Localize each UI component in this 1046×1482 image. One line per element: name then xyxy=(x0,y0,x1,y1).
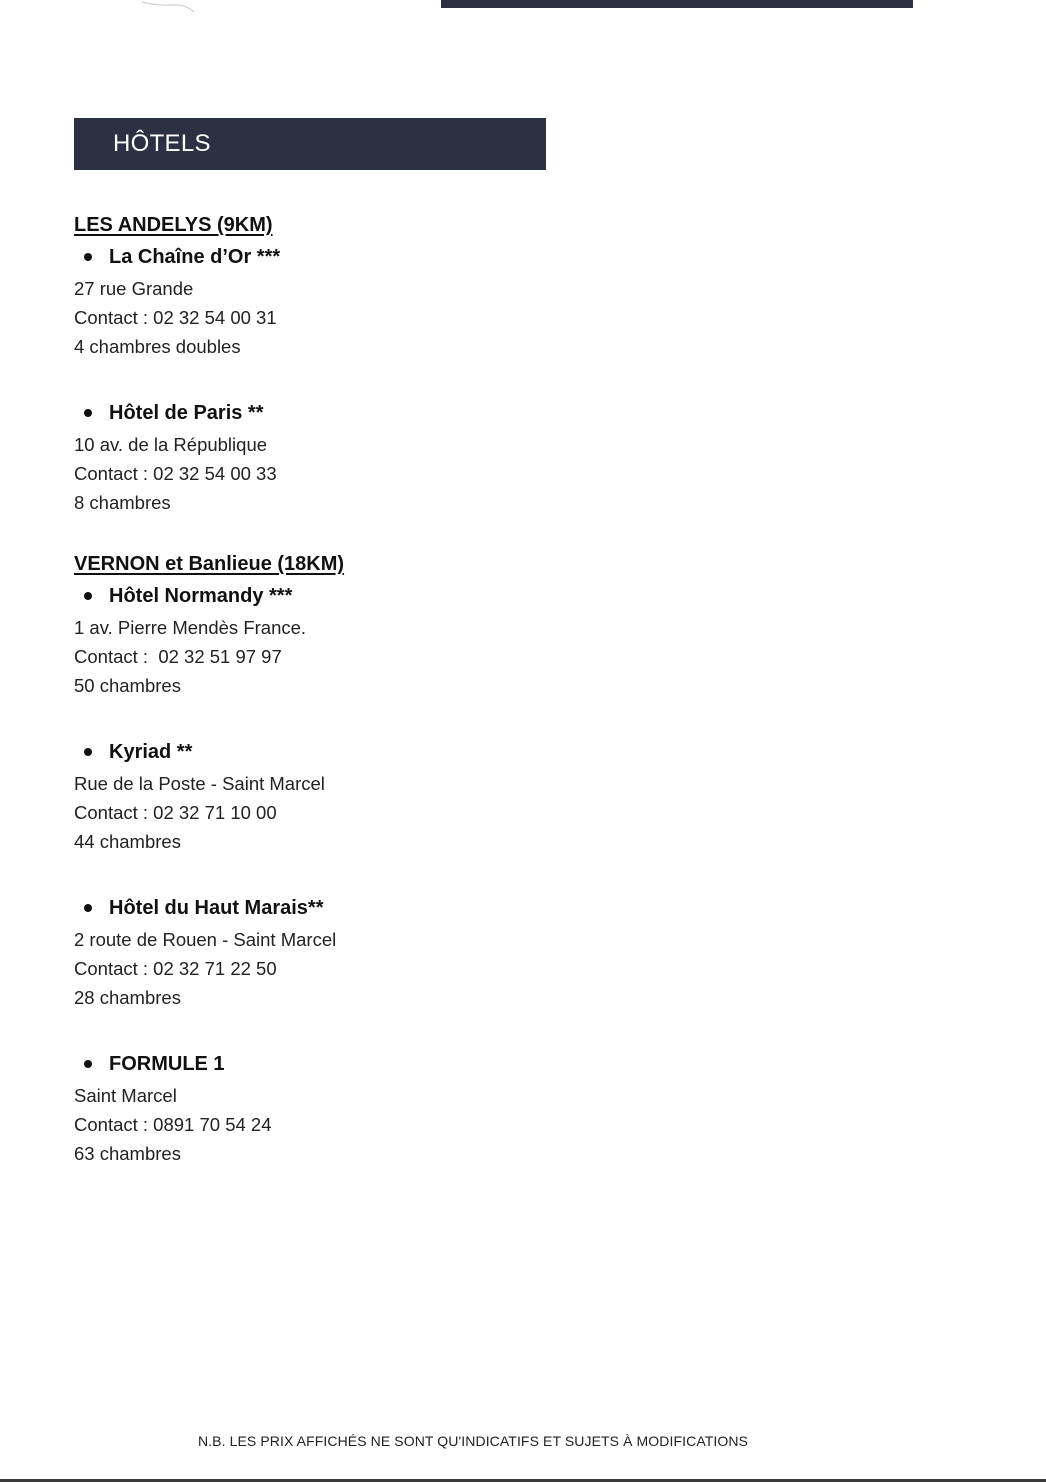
hotel-rooms: 63 chambres xyxy=(74,1143,181,1164)
hotel-name: Hôtel du Haut Marais** xyxy=(109,896,324,919)
hotel-name: FORMULE 1 xyxy=(109,1052,225,1075)
hotel-name: La Chaîne d’Or *** xyxy=(109,245,281,268)
hotel-entry xyxy=(74,240,774,361)
hotel-address: 10 av. de la République xyxy=(74,434,268,455)
bullet-icon xyxy=(84,592,92,600)
top-divider-bar xyxy=(441,0,913,8)
hotel-contact: Contact : 02 32 54 00 31 xyxy=(74,307,277,328)
hotel-contact: Contact : 02 32 71 22 50 xyxy=(74,958,277,979)
hotel-name-row xyxy=(74,735,774,769)
hotel-rooms: 4 chambres doubles xyxy=(74,336,241,357)
area-title: VERNON et Banlieue (18KM) xyxy=(74,553,345,575)
area-title: LES ANDELYS (9KM) xyxy=(74,214,273,236)
hotel-address: Saint Marcel xyxy=(74,1085,177,1106)
hotel-entry xyxy=(74,735,774,856)
section-title: HÔTELS xyxy=(113,130,211,157)
hotel-address: 2 route de Rouen - Saint Marcel xyxy=(74,929,337,950)
hotel-address: Rue de la Poste - Saint Marcel xyxy=(74,773,325,794)
hotel-rooms: 50 chambres xyxy=(74,675,181,696)
hotel-name-row xyxy=(74,240,774,274)
hotel-name-row xyxy=(74,891,774,925)
hotel-address: 1 av. Pierre Mendès France. xyxy=(74,617,307,638)
footer-disclaimer-text: N.B. LES PRIX AFFICHÉS NE SONT QU'INDICATIFS ET SUJETS À MODIFICATIONS xyxy=(197,1433,749,1449)
hotel-entry xyxy=(74,891,774,1012)
area-vernon xyxy=(74,549,774,1168)
section-banner xyxy=(74,118,546,170)
hotel-name: Hôtel de Paris ** xyxy=(109,401,264,424)
area-les-andelys xyxy=(74,210,774,517)
hotel-rooms: 8 chambres xyxy=(74,492,171,513)
hotel-entry xyxy=(74,396,774,517)
hotel-name: Kyriad ** xyxy=(109,740,193,763)
bullet-icon xyxy=(84,253,92,261)
hotel-rooms: 44 chambres xyxy=(74,831,181,852)
bullet-icon xyxy=(84,748,92,756)
hotel-listing xyxy=(74,210,774,1168)
hotel-rooms: 28 chambres xyxy=(74,987,181,1008)
bullet-icon xyxy=(84,904,92,912)
hotel-address: 27 rue Grande xyxy=(74,278,194,299)
hotel-contact: Contact : 02 32 71 10 00 xyxy=(74,802,277,823)
bullet-icon xyxy=(84,409,92,417)
hotel-entry xyxy=(74,579,774,700)
logo-fragment xyxy=(138,0,198,14)
footer-disclaimer xyxy=(0,1433,1046,1449)
hotel-contact: Contact : 02 32 54 00 33 xyxy=(74,463,277,484)
bullet-icon xyxy=(84,1060,92,1068)
hotel-name-row xyxy=(74,396,774,430)
hotel-name-row xyxy=(74,1047,774,1081)
hotel-entry xyxy=(74,1047,774,1168)
hotel-name: Hôtel Normandy *** xyxy=(109,584,293,607)
hotel-contact: Contact : 0891 70 54 24 xyxy=(74,1114,272,1135)
hotel-contact: Contact : 02 32 51 97 97 xyxy=(74,646,282,667)
hotel-name-row xyxy=(74,579,774,613)
